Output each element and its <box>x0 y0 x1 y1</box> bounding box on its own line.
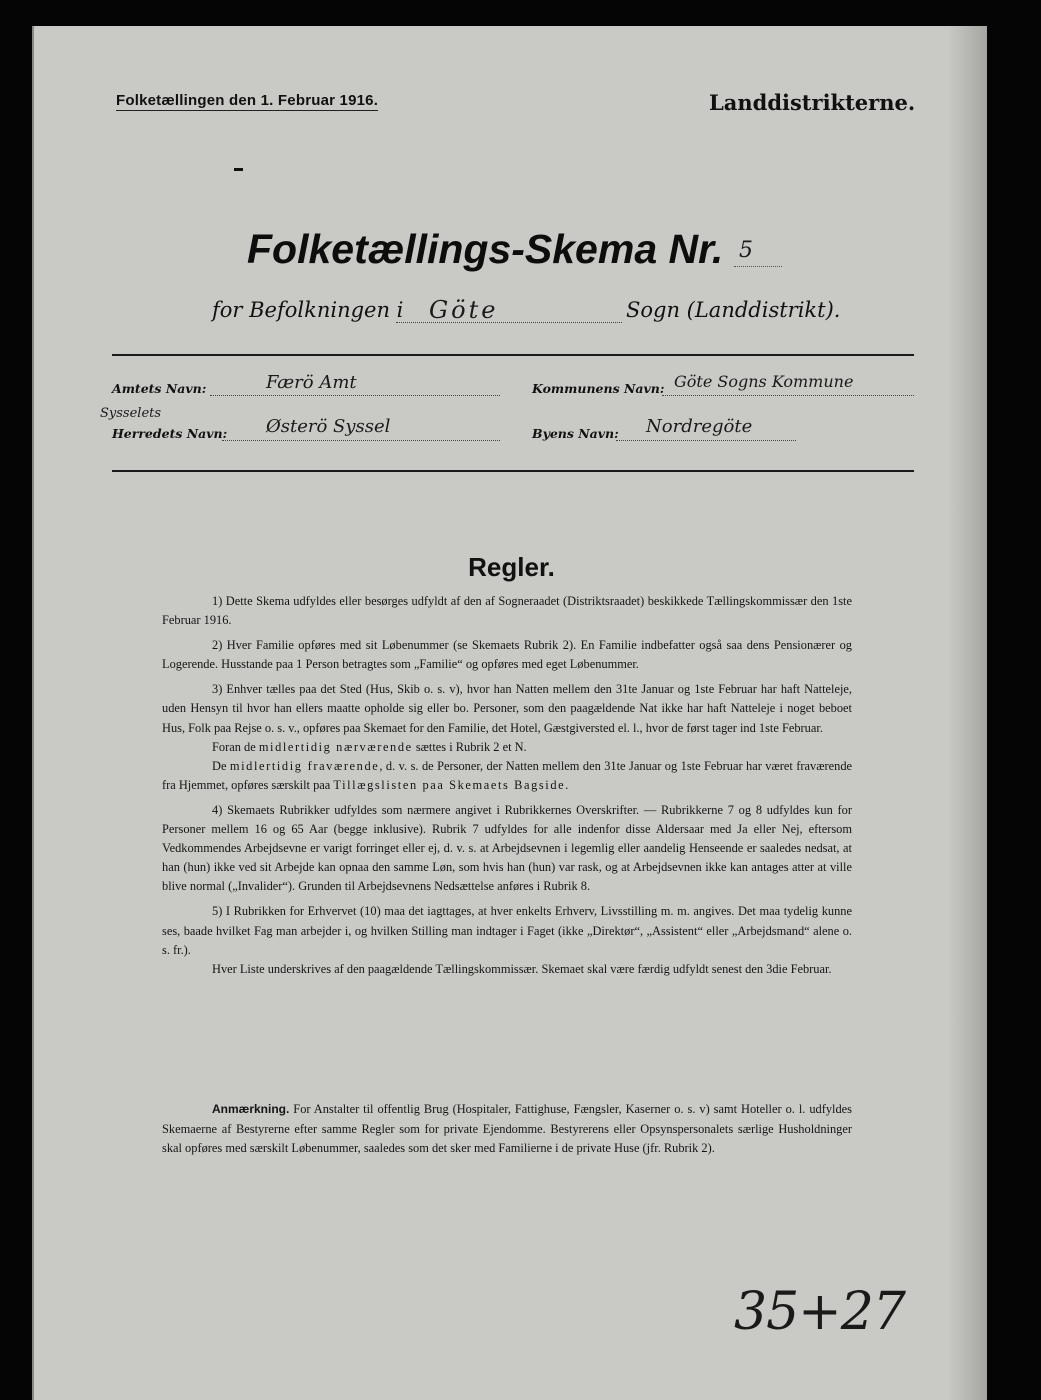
note-label: Anmærkning. <box>212 1102 290 1116</box>
rule-6: Hver Liste underskrives af den paagældende Tællingskommissær. Skemaet skal være færdig udfyldt senest den 3die Februar. <box>212 961 832 976</box>
field-divider <box>112 470 914 472</box>
subtitle-prefix: for Befolkningen i <box>212 298 404 322</box>
handwritten-count-annotation: 35+27 <box>734 1282 905 1342</box>
form-number-line <box>734 266 782 267</box>
rule-3-absent-mid: , d. v. s. de Personer, der Natten mellem den 31te Januar og 1ste Februar har været fraværende fra Hjemmet, opføres særskilt paa <box>162 758 853 792</box>
rules-body <box>162 592 852 985</box>
note-text: For Anstalter til offentlig Brug (Hospitaler, Fattighuse, Fængsler, Kaserner o. s. v) samt Hoteller o. l. udfyldes Skemaerne af Bestyrerne efter samme Regler som for private Ejendomme. Bestyrerens eller Opsynspersonalets særlige Husholdninger skal opføres med særskilt Løbenummer, saaledes som det sker med Familierne i de private Huse (jfr. Rubrik 2). <box>162 1102 852 1155</box>
form-title: Folketællings-Skema Nr. <box>247 226 724 272</box>
ink-mark <box>234 168 243 171</box>
rule-3: 3) Enhver tælles paa det Sted (Hus, Skib o. s. v), hvor han Natten mellem den 31te Januar og 1ste Februar har haft Natteleje, uden Hensyn til hvor han ellers maatte opholde sig eller bo. Personer, som den paagældende Nat ikke har haft Natteleje i noget beboet Hus, Folk paa Rejse o. s. v., opføres paa Skemaet for den Familie, det Hotel, Gæstgiversted el. l., hvor de først tager ind 1ste Februar. <box>162 682 852 735</box>
herred-value: Østerö Syssel <box>266 416 391 437</box>
rule-5: 5) I Rubrikken for Erhvervet (10) maa det iagttages, at hver enkelts Erhverv, Livsstilling m. m. angives. Det maa tydelig kunne ses, baade hvilket Fag man arbejder i, og hvilken Stilling man indtager i Faget (ikke „Direktør“, „Assistent“ eller „Arbejdsmand“ alene o. s. fr.). <box>162 904 852 957</box>
kommune-value: Göte Sogns Kommune <box>674 372 854 391</box>
rule-4: 4) Skemaets Rubrikker udfyldes som nærmere angivet i Rubrikkernes Overskrifter. — Rubrikkerne 7 og 8 udfyldes kun for Personer mellem 16 og 65 Aar (begge inklusive). Rubrik 7 udfyldes for alle indenfor disse Aldersaar med Ja eller Nej, eftersom Vedkommendes Arbejdsevne er varigt forringet eller ej, d. v. s. at Arbejdsevnen i legemlig eller aandelig Henseende er saaledes nedsat, at han (hun) ikke ved sit Arbejde kan opnaa den samme Løn, som hvis han (hun) var rask, og at Arbejdsevnen ikke kan antages atter at ville blive normal („Invalider“). Grunden til Arbejdsevnens Nedsættelse anføres i Rubrik 8. <box>162 802 852 894</box>
by-field-line <box>616 440 796 441</box>
census-form-page <box>32 26 987 1400</box>
rule-3-present-post: sættes i Rubrik 2 et N. <box>412 739 527 754</box>
subtitle-suffix: Sogn (Landdistrikt). <box>626 298 841 322</box>
rule-3-absent-emph: midlertidig fraværende <box>229 758 380 773</box>
rule-2: 2) Hver Familie opføres med sit Løbenummer (se Skemaets Rubrik 2). En Familie indbefatter også saa dens Pensionærer og Logerende. Husstande paa 1 Person betragtes som „Familie“ og opføres med eget Løbenummer. <box>162 638 852 672</box>
rule-3-absent-end: . <box>565 777 569 792</box>
note-paragraph <box>162 1100 852 1159</box>
rule-3-absent-emph2: Tillægslisten paa Skemaets Bagside <box>333 777 566 792</box>
herred-field-line <box>222 440 500 441</box>
district-type-header: Landdistrikterne. <box>709 90 916 115</box>
herred-label: Herredets Navn: <box>112 426 228 441</box>
rules-heading: Regler. <box>468 552 555 582</box>
amt-value: Færö Amt <box>266 372 357 393</box>
rule-3-present-emph: midlertidig nærværende <box>258 739 413 754</box>
rule-1: 1) Dette Skema udfyldes eller besørges udfyldt af den af Sogneraadet (Distriktsraadet) beskikkede Tællingskommissær den 1ste Februar 1916. <box>162 594 852 628</box>
form-number-value: 5 <box>739 238 753 263</box>
by-value: Nordregöte <box>646 416 753 437</box>
by-label: Byens Navn: <box>532 426 619 441</box>
census-date-header: Folketællingen den 1. Februar 1916. <box>116 92 379 109</box>
herred-correction: Sysselets <box>100 406 162 421</box>
rule-3-present-pre: Foran de <box>212 739 259 754</box>
sogn-value: Göte <box>429 296 499 324</box>
kommune-field-line <box>662 395 914 396</box>
top-divider <box>112 354 914 356</box>
rule-3-present <box>162 738 852 757</box>
rule-3-absent-pre: De <box>212 758 230 773</box>
amt-label: Amtets Navn: <box>112 381 207 396</box>
amt-field-line <box>210 395 500 396</box>
kommune-label: Kommunens Navn: <box>532 381 665 396</box>
rule-3-absent <box>162 757 852 795</box>
